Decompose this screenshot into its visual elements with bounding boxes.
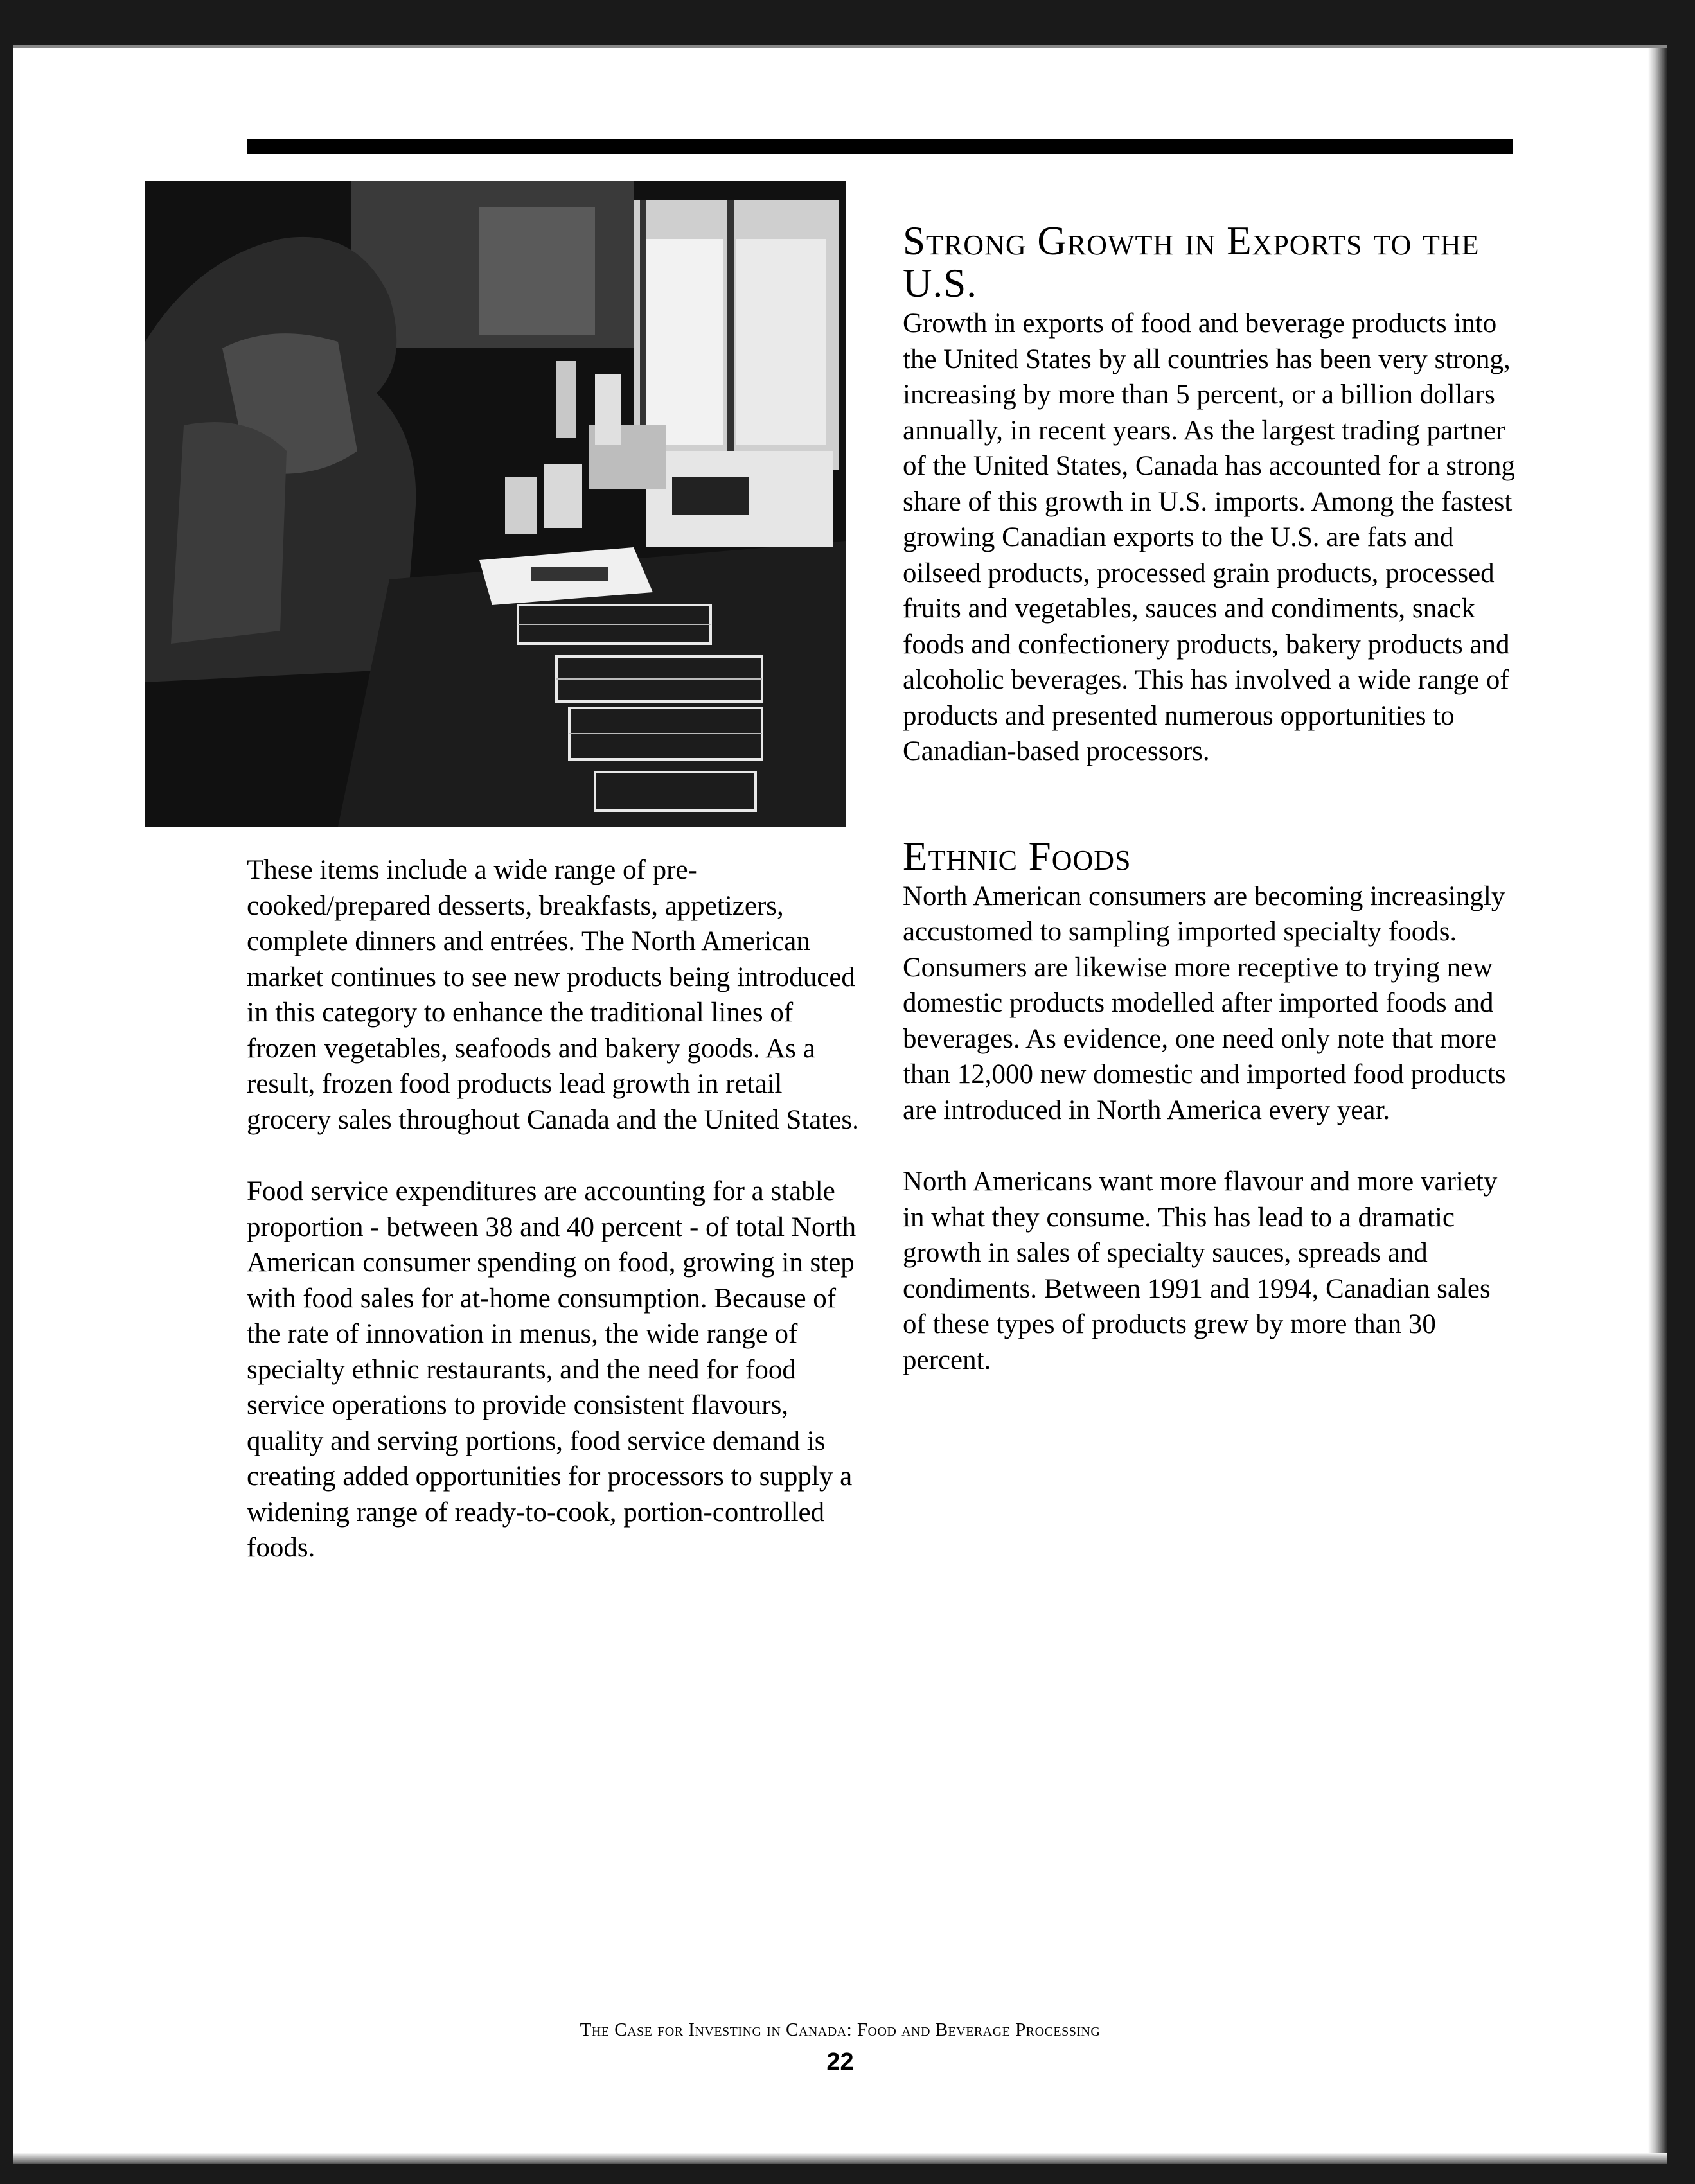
lab-photo — [145, 181, 846, 827]
footer-title: The Case for Investing in Canada: Food and Beverage Processing — [580, 2020, 1101, 2040]
left-column — [247, 852, 864, 1566]
section-heading-ethnic-foods: Ethnic Foods — [903, 833, 1131, 879]
section-spacer — [903, 770, 1520, 835]
page-number: 22 — [826, 2048, 854, 2075]
right-column — [903, 220, 1520, 1378]
page-bottom-shadow — [13, 2153, 1667, 2164]
section-heading-exports: Strong Growth in Exports to the U.S. — [903, 218, 1480, 306]
exports-paragraph: Growth in exports of food and beverage products into the United States by all countries has been very strong, increasing by more than 5 percent, or a billion dollars annually, in recent years. As the largest trading partner of the United States, Canada has accounted for a strong share of this growth in U.S. imports. Among the fastest growing Canadian exports to the U.S. are fats and oilseed products, processed grain products, processed fruits and vegetables, sauces and condiments, snack foods and confectionery products, bakery products and alcoholic beverages. This has involved a wide range of products and presented numerous opportunities to Canadian-based processors. — [903, 308, 1515, 766]
ethnic-foods-paragraph-2: North Americans want more flavour and more variety in what they consume. This has lead to a dramatic growth in sales of specialty sauces, spreads and condiments. Between 1991 and 1994, Canadian sales of these types of products grew by more than 30 percent. — [903, 1167, 1498, 1375]
left-paragraph-2: Food service expenditures are accounting for a stable proportion - between 38 and 40 percent - of total North American consumer spending on food, growing in step with food sales for at-home consumption. Because of the rate of innovation in menus, the wide range of specialty ethnic restaurants, and the need for food service operations to provide consistent flavours, quality and serving portions, food service demand is creating added opportunities for processors to supply a widening range of ready-to-cook, portion-controlled foods. — [247, 1176, 856, 1563]
paragraph-spacer — [247, 1138, 864, 1174]
page-edge-shadow — [1648, 48, 1667, 2164]
paragraph-spacer — [903, 1128, 1520, 1164]
left-paragraph-1: These items include a wide range of pre-cooked/prepared desserts, breakfasts, appetizers, complete dinners and entrées. The North American market continues to see new products being introduced in this category to enhance the traditional lines of frozen vegetables, seafoods and bakery goods. As a result, frozen food products lead growth in retail grocery sales throughout Canada and the United States. — [247, 855, 859, 1135]
lab-photo-image — [145, 181, 846, 827]
header-rule — [247, 139, 1513, 154]
document-page — [13, 45, 1667, 2164]
ethnic-foods-paragraph-1: North American consumers are becoming increasingly accustomed to sampling imported specialty foods. Consumers are likewise more receptive to trying new domestic products modelled after imported foods and beverages. As evidence, one need only note that more than 12,000 new domestic and imported food products are introduced in North America every year. — [903, 881, 1506, 1125]
